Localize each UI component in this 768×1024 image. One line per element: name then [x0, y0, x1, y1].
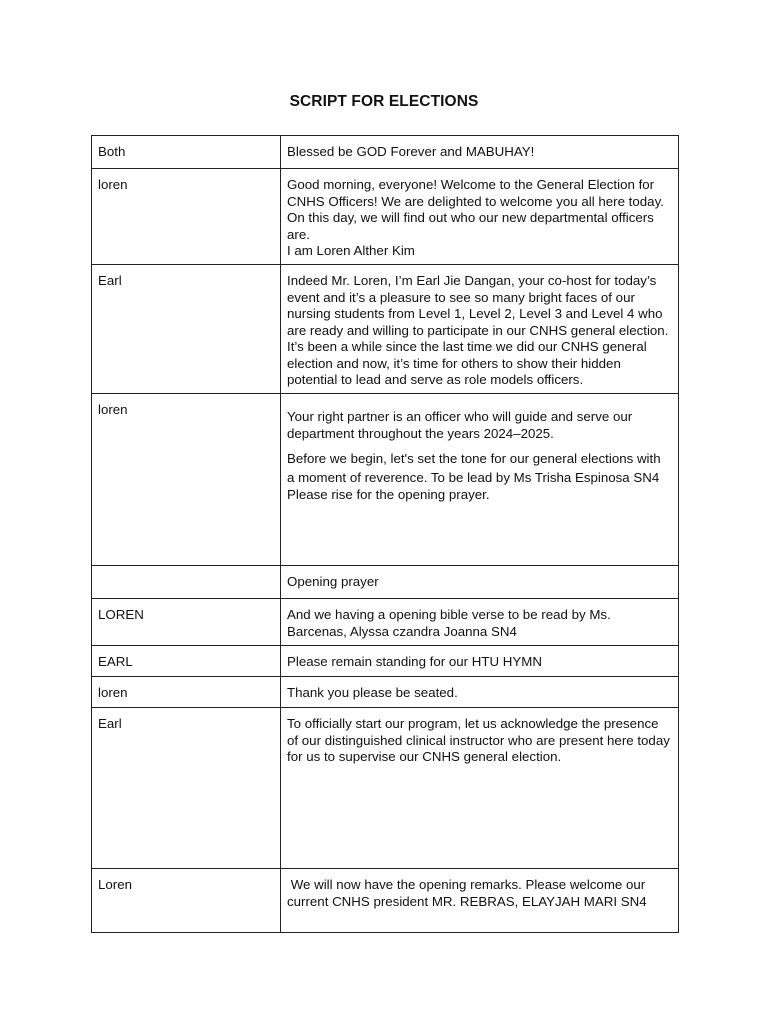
table-row	[92, 265, 679, 394]
script-cell	[281, 869, 679, 933]
script-line: Thank you please be seated.	[287, 685, 458, 700]
script-line: Before we begin, let's set the tone for our general elections with a moment of reverence. To be lead by Ms Trisha Espinosa SN4	[287, 451, 661, 485]
speaker-cell: Earl	[92, 265, 281, 394]
speaker-cell: Both	[92, 136, 281, 169]
script-cell	[281, 646, 679, 677]
script-line: Indeed Mr. Loren, I’m Earl Jie Dangan, your co-host for today’s event and it’s a pleasure to see so many bright faces of our nursing students from Level 1, Level 2, Level 3 and Level 4 who are ready and willing to participate in our CNHS general election. It’s been a while since the last time we did our CNHS general election and now, it’s time for others to show their hidden potential to lead and serve as role models officers.	[287, 273, 669, 387]
speaker-cell: EARL	[92, 646, 281, 677]
speaker-cell	[92, 566, 281, 599]
script-line: Good morning, everyone! Welcome to the General Election for CNHS Officers! We are delighted to welcome you all here today. On this day, we will find out who our new departmental officers are.	[287, 177, 664, 242]
table-row	[92, 708, 679, 869]
script-cell	[281, 566, 679, 599]
speaker-cell: Loren	[92, 869, 281, 933]
script-line: Blessed be GOD Forever and MABUHAY!	[287, 144, 535, 159]
speaker-cell: loren	[92, 394, 281, 566]
script-cell	[281, 394, 679, 566]
script-line: Opening prayer	[287, 574, 379, 589]
table-row	[92, 566, 679, 599]
script-cell	[281, 136, 679, 169]
table-row	[92, 869, 679, 933]
table-row	[92, 169, 679, 265]
script-line: Please remain standing for our HTU HYMN	[287, 654, 542, 669]
table-row	[92, 394, 679, 566]
document-title: SCRIPT FOR ELECTIONS	[289, 93, 479, 110]
speaker-cell: loren	[92, 169, 281, 265]
speaker-cell: LOREN	[92, 599, 281, 646]
script-cell	[281, 169, 679, 265]
script-line: I am Loren Alther Kim	[287, 243, 415, 258]
table-row	[92, 677, 679, 708]
script-line: Please rise for the opening prayer.	[287, 487, 490, 502]
table-row	[92, 136, 679, 169]
speaker-cell: loren	[92, 677, 281, 708]
table-row	[92, 646, 679, 677]
script-table	[91, 135, 679, 933]
script-line: We will now have the opening remarks. Please welcome our current CNHS president MR. REBRAS, ELAYJAH MARI SN4	[287, 877, 649, 909]
script-line: And we having a opening bible verse to be read by Ms. Barcenas, Alyssa czandra Joanna SN4	[287, 607, 611, 639]
speaker-cell: Earl	[92, 708, 281, 869]
table-row	[92, 599, 679, 646]
script-line: Your right partner is an officer who will guide and serve our department throughout the years 2024–2025.	[287, 409, 633, 441]
script-cell	[281, 599, 679, 646]
script-cell	[281, 265, 679, 394]
script-line: To officially start our program, let us acknowledge the presence of our distinguished clinical instructor who are present here today for us to supervise our CNHS general election.	[287, 716, 670, 764]
script-cell	[281, 708, 679, 869]
script-cell	[281, 677, 679, 708]
